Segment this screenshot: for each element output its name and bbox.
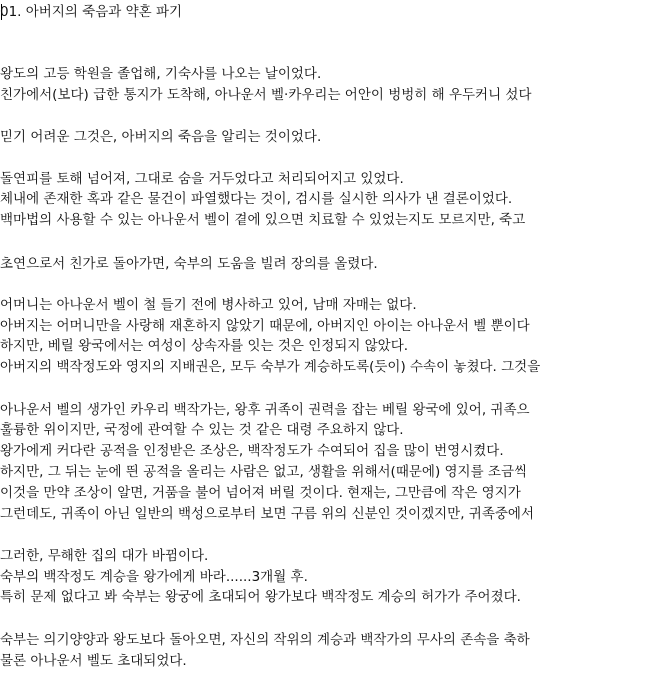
paragraph-line: 믿기 어려운 그것은, 아버지의 죽음을 알리는 것이었다.	[0, 129, 322, 145]
paragraph-line: 특히 문제 없다고 봐 숙부는 왕궁에 초대되어 왕가보다 백작정도 계승의 허가가 주어졌다.	[0, 589, 521, 605]
paragraph-line: 하지만, 베릴 왕국에서는 여성이 상속자를 잇는 것은 인정되지 않았다.	[0, 338, 409, 354]
paragraph-line: 왕도의 고등 학원을 졸업해, 기숙사를 나오는 날이었다.	[0, 66, 322, 82]
paragraph-line: 백마법의 사용할 수 있는 아나운서 벨이 곁에 있으면 치료할 수 있었는지도 모르지만, 죽고	[0, 212, 526, 228]
document-title: 01. 아버지의 죽음과 약혼 파기	[0, 4, 183, 20]
paragraph-line: 어머니는 아나운서 벨이 철 들기 전에 병사하고 있어, 남매 자매는 없다.	[0, 297, 417, 313]
paragraph-line: 이것을 만약 조상이 알면, 거품을 불어 넘어져 버릴 것이다. 현재는, 그만큼에 작은 영지가	[0, 485, 521, 501]
paragraph-line: 숙부는 의기양양과 왕도보다 돌아오면, 자신의 작위의 계승과 백작가의 무사의 존속을 축하	[0, 632, 530, 648]
paragraph-line: 하지만, 그 뒤는 눈에 띈 공적을 올리는 사람은 없고, 생활을 위해서(때문에) 영지를 조금씩	[0, 464, 528, 480]
paragraph-line: 초연으로서 친가로 돌아가면, 숙부의 도움을 빌려 장의를 올렸다.	[0, 256, 378, 272]
paragraph-line: 그러한, 무해한 집의 대가 바뀜이다.	[0, 548, 209, 564]
paragraph-line: 왕가에게 커다란 공적을 인정받은 조상은, 백작정도가 수여되어 집을 많이 번영시켰다.	[0, 443, 504, 459]
paragraph-line: 돌연피를 토해 넘어져, 그대로 숨을 거두었다고 처리되어지고 있었다.	[0, 171, 404, 187]
paragraph-line: 아나운서 벨의 생가인 카우리 백작가는, 왕후 귀족이 권력을 잡는 베릴 왕국에 있어, 귀족으	[0, 402, 530, 418]
paragraph-line: 친가에서(보다) 급한 통지가 도착해, 아나운서 벨·카우리는 어안이 벙벙히 해 우두커니 섰다	[0, 87, 532, 103]
paragraph-line: 물론 아나운서 벨도 초대되었다.	[0, 653, 187, 669]
paragraph-line: 숙부의 백작정도 계승을 왕가에게 바라......3개월 후.	[0, 569, 308, 585]
paragraph-line: 훌륭한 위이지만, 국정에 관여할 수 있는 것 같은 대령 주요하지 않다.	[0, 422, 404, 438]
paragraph-line: 그런데도, 귀족이 아닌 일반의 백성으로부터 보면 구름 위의 신분인 것이겠지만, 귀족중에서	[0, 506, 535, 522]
paragraph-line: 아버지는 어머니만을 사랑해 재혼하지 않았기 때문에, 아버지인 아이는 아나운서 벨 뿐이다	[0, 318, 530, 334]
paragraph-line: 체내에 존재한 혹과 같은 물건이 파열했다는 것이, 검시를 실시한 의사가 낸 결론이었다.	[0, 191, 513, 207]
paragraph-line: 아버지의 백작정도와 영지의 지배권은, 모두 숙부가 계승하도록(듯이) 수속이 놓쳤다. 그것을	[0, 359, 541, 375]
